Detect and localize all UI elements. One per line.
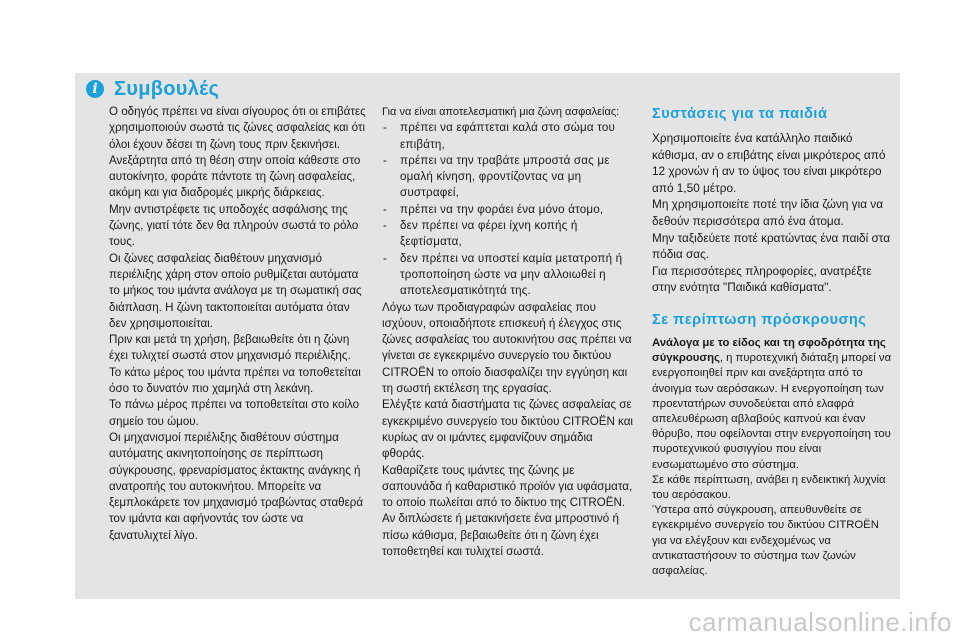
list-item: - πρέπει να την φοράει ένα μόνο άτομο, — [382, 202, 634, 218]
crash-lead-text: , η πυροτεχνική διάταξη μπορεί να ενεργοποιηθεί πριν και ανεξάρτητα από το άνοιγμα των αερόσακων. Η ενεργοποίηση των προεντατήρων συνοδεύεται από ελαφρά απελευθέρωση αβλαβούς καπνού και έναν θόρυβο, που οφείλονται στην ενεργοποίηση του πυροτεχνικού φυσιγγίου που είναι ενσωματωμένο στο σύστημα. — [652, 352, 892, 471]
section-header — [86, 76, 219, 102]
children-heading: Συστάσεις για τα παιδιά — [652, 106, 828, 122]
list-item: - δεν πρέπει να φέρει ίχνη κοπής ή ξεφτίσματα, — [382, 218, 634, 251]
crash-lead-paragraph — [652, 336, 892, 473]
paragraph: Το πάνω μέρος πρέπει να τοποθετείται στο κοίλο σημείο του ώμου. — [109, 398, 360, 428]
list-item: - πρέπει να εφάπτεται καλά στο σώμα του επιβάτη, — [382, 120, 634, 153]
advice-column-3 — [652, 104, 892, 579]
paragraph: Για περισσότερες πληροφορίες, ανατρέξτε στην ενότητα "Παιδικά καθίσματα". — [652, 263, 872, 295]
crash-heading: Σε περίπτωση πρόσκρουσης — [652, 311, 867, 328]
advice-column-1 — [109, 104, 366, 544]
paragraph: Μην ταξιδεύετε ποτέ κρατώντας ένα παιδί στα πόδια σας. — [652, 230, 891, 262]
paragraph: Ανεξάρτητα από τη θέση στην οποία κάθεστε στο αυτοκίνητο, φοράτε πάντοτε τη ζώνη ασφαλείας, ακόμη και για διαδρομές μικρής διάρκειας. — [109, 153, 361, 200]
info-icon: i — [86, 80, 104, 98]
children-section — [652, 104, 892, 296]
paragraph: Το κάτω μέρος του ιμάντα πρέπει να τοποθετείται όσο το δυνατόν πιο χαμηλά στη λεκάνη. — [109, 365, 361, 396]
crash-section — [652, 310, 892, 579]
paragraph: Οι μηχανισμοί περιέλιξης διαθέτουν σύστημα αυτόματης ακινητοποίησης σε περίπτωση σύγκρουσης, φρεναρίσματος έκτακτης ανάγκης ή ανατροπής του αυτοκινήτου. Μπορείτε να ξεμπλοκάρετε τον μηχανισμό τραβώντας σταθερά τον ιμάντα και αφήνοντάς τον ώστε να ξανατυλιχτεί λίγο. — [109, 430, 364, 542]
paragraph: Καθαρίζετε τους ιμάντες της ζώνης με σαπουνάδα ή καθαριστικό προϊόν για υφάσματα, το οποίο πωλείται από το δίκτυο της CITROËN. — [382, 463, 633, 510]
paragraph: Πριν και μετά τη χρήση, βεβαιωθείτε ότι η ζώνη έχει τυλιχτεί σωστά στον μηχανισμό περιέλιξης. — [109, 333, 351, 363]
paragraph: Ο οδηγός πρέπει να είναι σίγουρος ότι οι επιβάτες χρησιμοποιούν σωστά τις ζώνες ασφαλείας και ότι όλοι έχουν δέσει τη ζώνη τους πριν ξεκινήσει. — [109, 105, 366, 151]
watermark: carmanualsonline.info — [688, 607, 952, 637]
advice-column-2 — [382, 104, 634, 560]
paragraph: Ελέγξτε κατά διαστήματα τις ζώνες ασφαλείας σε εγκεκριμένο συνεργείο του δικτύου CITROËN και κυρίως αν οι ιμάντες εμφανίζουν σημάδια φθοράς. — [382, 398, 633, 461]
requirements-list — [382, 120, 634, 299]
page-title: Συμβουλές — [114, 77, 220, 100]
paragraph: Ύστερα από σύγκρουση, απευθυνθείτε σε εγκεκριμένο συνεργείο του δικτύου CITROËN για να ελέγξουν και ενδεχομένως να αντικαταστήσουν το σύστημα των ζωνών ασφαλείας. — [652, 504, 879, 577]
list-item: - πρέπει να την τραβάτε μπροστά σας με ομαλή κίνηση, φροντίζοντας να μη συστραφεί, — [382, 153, 634, 202]
paragraph: Λόγω των προδιαγραφών ασφαλείας που ισχύουν, οποιαδήποτε επισκευή ή έλεγχος στις ζώνες ασφαλείας του αυτοκινήτου σας πρέπει να γίνεται σε εγκεκριμένο συνεργείο του δικτύου CITROËN το οποίο διασφαλίζει την εγγύηση και τη σωστή εκτέλεση της εργασίας. — [382, 300, 632, 396]
list-item: - δεν πρέπει να υποστεί καμία μετατροπή ή τροποποίηση ώστε να μην αλλοιωθεί η αποτελεσματικότητά της. — [382, 251, 634, 300]
paragraph: Οι ζώνες ασφαλείας διαθέτουν μηχανισμό περιέλιξης χάρη στον οποίο ρυθμίζεται αυτόματα το μήκος του ιμάντα ανάλογα με τη σωματική σας διάπλαση. Η ζώνη τακτοποιείται αυτόματα όταν δεν χρησιμοποιείται. — [109, 251, 362, 330]
paragraph: Σε κάθε περίπτωση, ανάβει η ενδεικτική λυχνία του αερόσακου. — [652, 473, 886, 501]
paragraph: Αν διπλώσετε ή μετακινήσετε ένα μπροστινό ή πίσω κάθισμα, βεβαιωθείτε ότι η ζώνη έχει τοποθετηθεί και τυλιχτεί σωστά. — [382, 512, 619, 559]
paragraph: Χρησιμοποιείτε ένα κατάλληλο παιδικό κάθισμα, αν ο επιβάτης είναι μικρότερος από 12 χρονών ή αν το ύψος του είναι μικρότερο από 1,50 μέτρο. — [652, 131, 886, 195]
paragraph: Μην αντιστρέφετε τις υποδοχές ασφάλισης της ζώνης, γιατί τότε δεν θα πληρούν σωστά το ρόλο τους. — [109, 202, 359, 249]
paragraph: Μη χρησιμοποιείτε ποτέ την ίδια ζώνη για να δεθούν περισσότερα από ένα άτομα. — [652, 197, 884, 228]
list-intro: Για να είναι αποτελεσματική μια ζώνη ασφαλείας: — [382, 106, 620, 118]
crash-lead-bold: Ανάλογα με το είδος και τη σφοδρότητα της σύγκρουσης — [652, 336, 886, 365]
